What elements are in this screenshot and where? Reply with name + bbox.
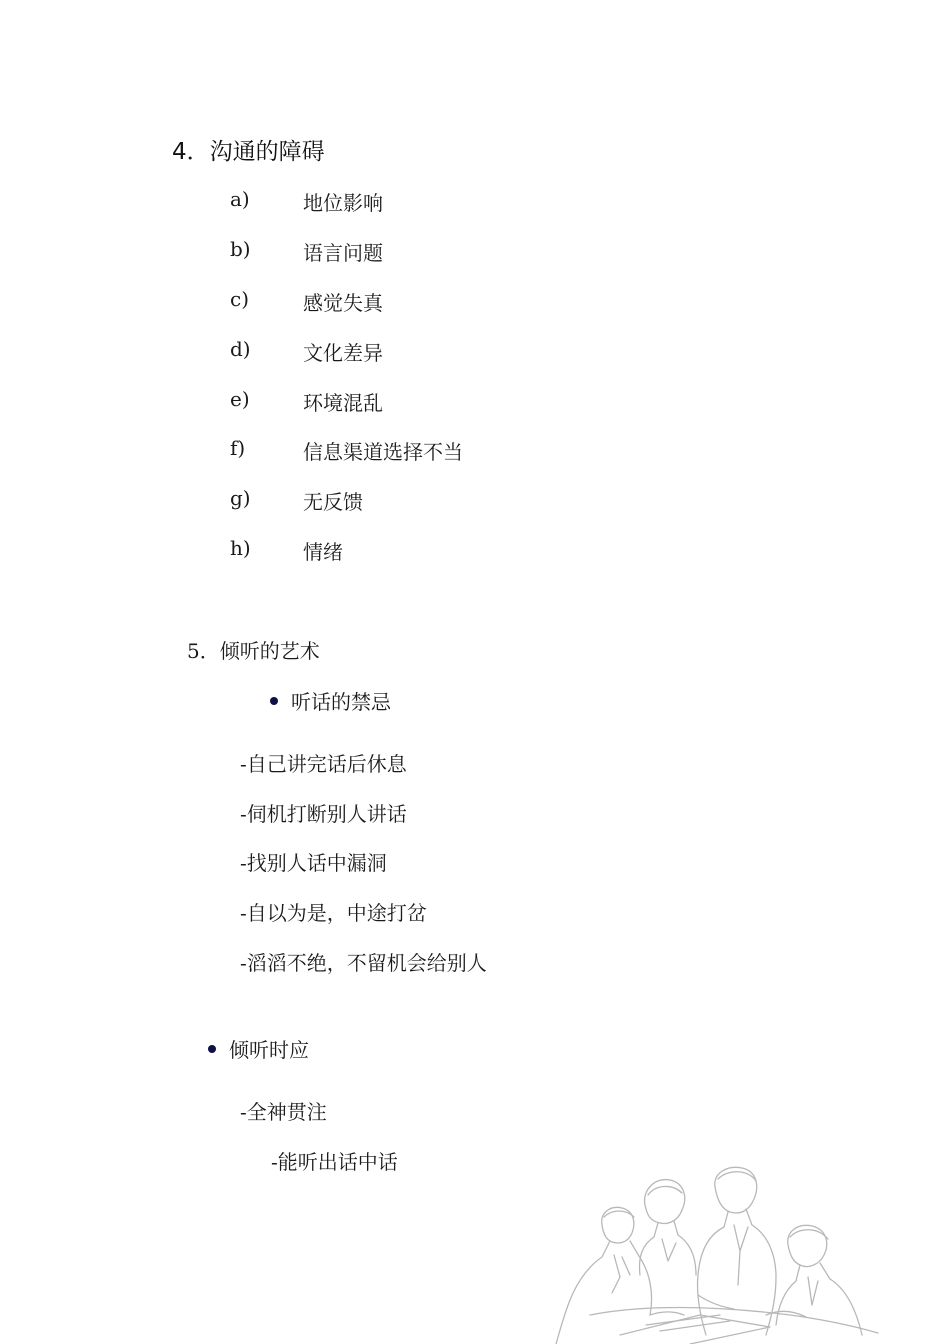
section-4-heading: 4．沟通的障碍 — [172, 139, 325, 165]
list-item-text: 感觉失真 — [303, 291, 383, 315]
list-item-label: g) — [230, 486, 251, 510]
list-item: -自以为是，中途打岔 — [240, 901, 427, 925]
list-item-label: c) — [230, 287, 250, 311]
list-item-label: b) — [230, 237, 251, 261]
list-item-label: a) — [230, 187, 250, 211]
list-item-text: 语言问题 — [303, 241, 383, 265]
list-item-label: h) — [230, 536, 251, 560]
should-title: 倾听时应 — [229, 1038, 309, 1062]
bullet-icon — [208, 1045, 216, 1053]
people-meeting-sketch-icon — [550, 1165, 880, 1344]
list-item-text: 情绪 — [303, 540, 343, 564]
list-item-label: e) — [230, 387, 250, 411]
taboo-title: 听话的禁忌 — [291, 690, 391, 714]
list-item-text: 无反馈 — [303, 490, 363, 514]
list-item-text: 环境混乱 — [303, 391, 383, 415]
list-item: -能听出话中话 — [271, 1150, 398, 1174]
list-item: -自己讲完话后休息 — [240, 752, 407, 776]
list-item-text: 地位影响 — [303, 191, 383, 215]
list-item: -滔滔不绝，不留机会给别人 — [240, 951, 487, 975]
list-item: -伺机打断别人讲话 — [240, 802, 407, 826]
list-item: -找别人话中漏洞 — [240, 851, 387, 875]
list-item-label: d) — [230, 337, 251, 361]
bullet-icon — [270, 697, 278, 705]
section-5-heading: 5．倾听的艺术 — [187, 639, 320, 663]
list-item-label: f) — [230, 436, 246, 460]
list-item-text: 信息渠道选择不当 — [303, 440, 463, 464]
list-item-text: 文化差异 — [303, 341, 383, 365]
list-item: -全神贯注 — [240, 1100, 327, 1124]
